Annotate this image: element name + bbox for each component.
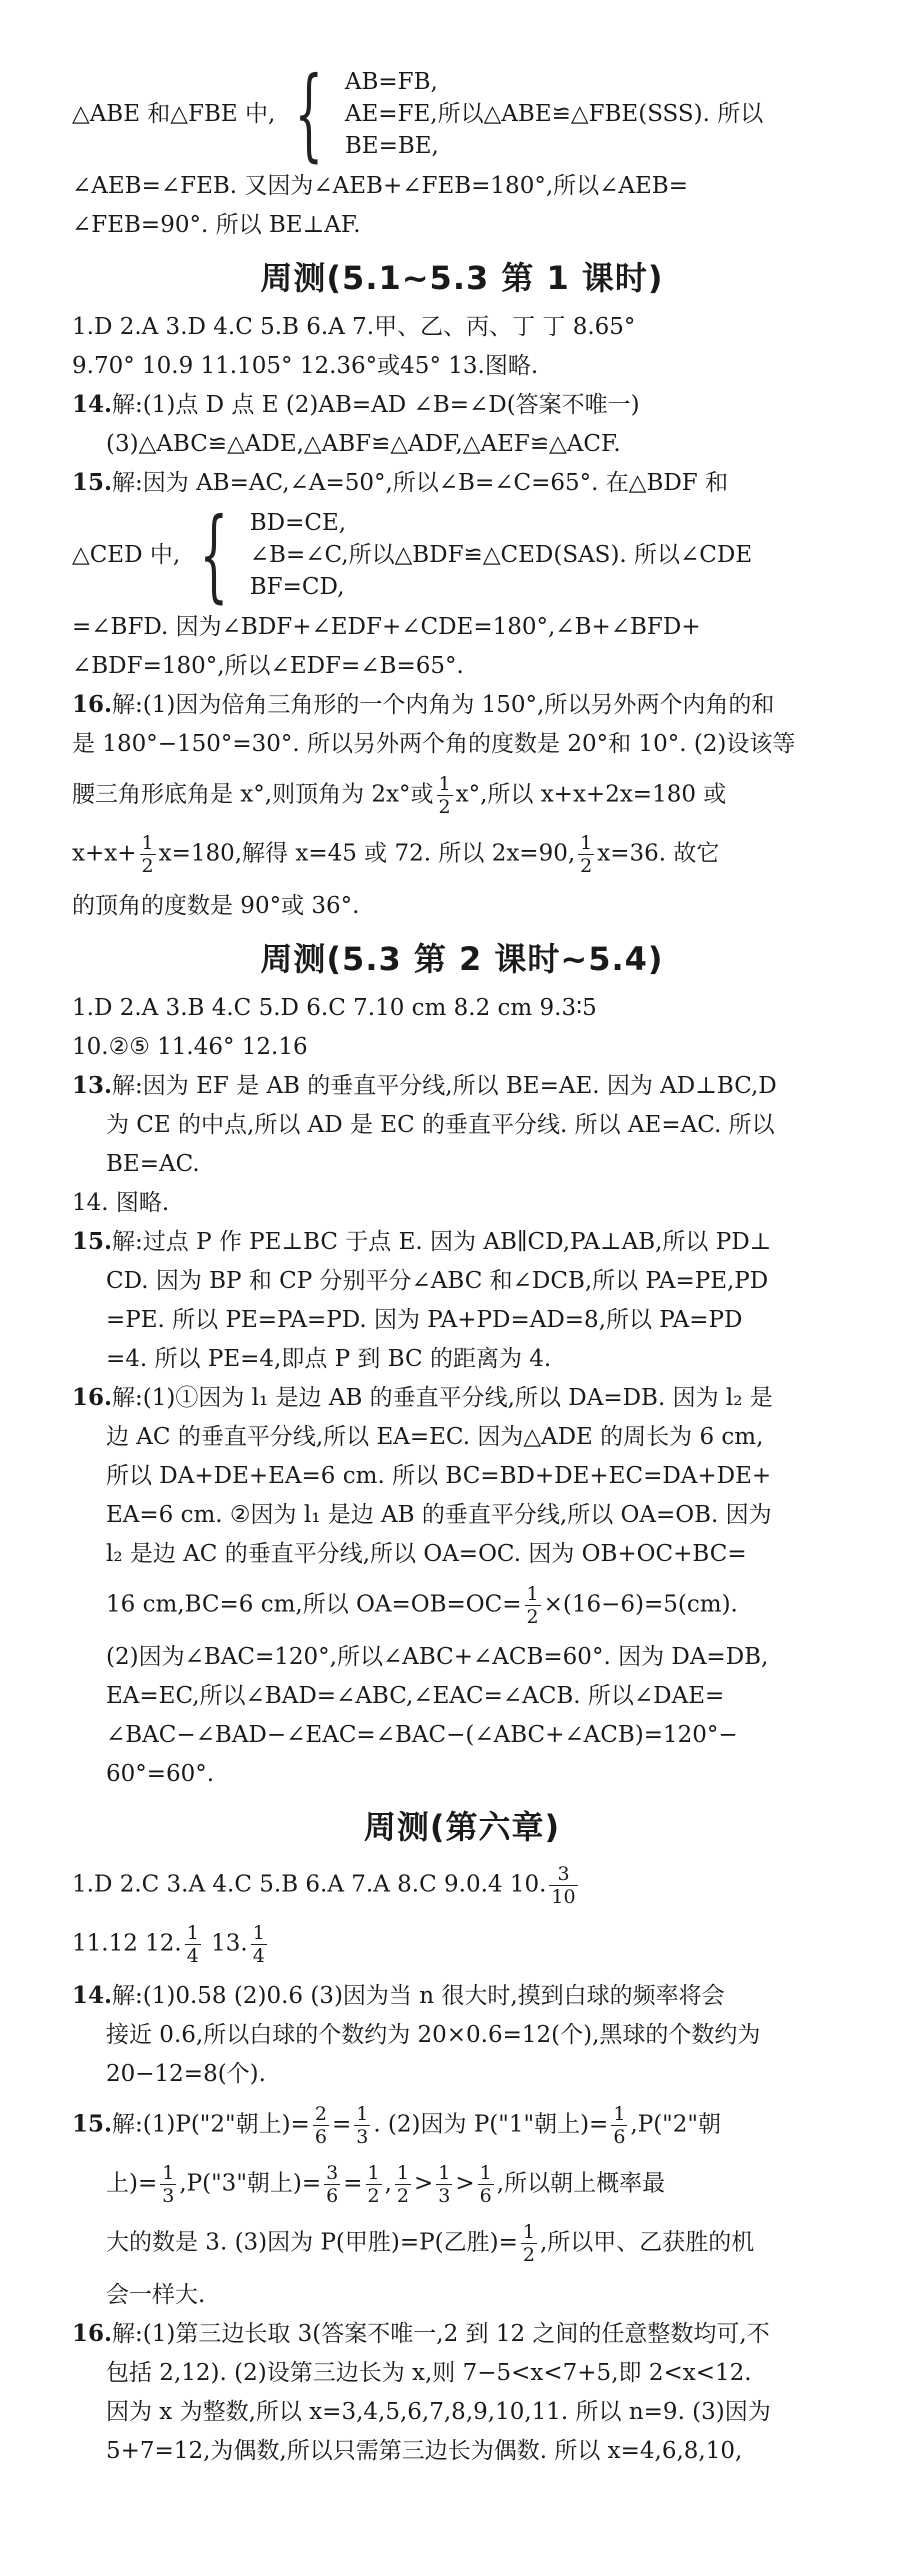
text-line: 大的数是 3. (3)因为 P(甲胜)=P(乙胜)= $\frac{1}{2}$ ,所以甲、乙获胜的机 (106, 2221, 755, 2266)
text-line: (2)因为∠BAC=120°,所以∠ABC+∠ACB=60°. 因为 DA=DB, (106, 1644, 769, 1670)
text-line: 边 AC 的垂直平分线,所以 EA=EC. 因为△ADE 的周长为 6 cm, (106, 1424, 764, 1450)
question-14: 14. 图略. (72, 1190, 170, 1216)
text-line: 为 CE 的中点,所以 AD 是 EC 的垂直平分线. 所以 AE=AC. 所以 (106, 1112, 775, 1138)
system-row: ∠B=∠C,所以△BDF≌△CED(SAS). 所以∠CDE (249, 542, 753, 568)
text-line: CD. 因为 BP 和 CP 分别平分∠ABC 和∠DCB,所以 PA=PE,PD (106, 1268, 769, 1294)
fraction: $\frac{1}{6}$ (479, 2162, 492, 2207)
text-line: 是 180°−150°=30°. 所以另外两个角的度数是 20°和 10°. (2)设该等 (72, 731, 796, 757)
section-title: 周测(第六章) (363, 1808, 561, 1846)
system-rows (250, 507, 752, 603)
fraction: $\frac{1}{2}$ (141, 832, 154, 877)
question-14: 14.解:(1)点 D 点 E (2)AB=AD ∠B=∠D(答案不唯一) (72, 391, 640, 418)
text-line: 20−12=8(个). (106, 2061, 266, 2087)
text-line: =4. 所以 PE=4,即点 P 到 BC 的距离为 4. (106, 1346, 552, 1372)
congruence-system-bdf-ced (72, 496, 852, 613)
fraction: $\frac{1}{4}$ (252, 1922, 265, 1967)
text-line: 5+7=12,为偶数,所以只需第三边长为偶数. 所以 x=4,6,8,10, (106, 2438, 743, 2464)
text-line: 腰三角形底角是 x°,则顶角为 2x°或 $\frac{1}{2}$ x°,所以 x+x+2x=180 或 (72, 773, 727, 818)
question-15: 15.解:(1)P("2"朝上)= $\frac{2}{6}$ = $\frac{1}{3}$ . (2)因为 P("1"朝上)= $\frac{1}{6}$ ,P("2"朝 (72, 2103, 721, 2148)
text-line: ∠FEB=90°. 所以 BE⊥AF. (72, 212, 361, 238)
fraction: $\frac{1}{2}$ (580, 832, 593, 877)
system-rows (345, 66, 763, 162)
text-line: ∠BAC−∠BAD−∠EAC=∠BAC−(∠ABC+∠ACB)=120°− (106, 1722, 738, 1748)
text-line: (3)△ABC≌△ADE,△ABF≌△ADF,△AEF≌△ACF. (106, 431, 621, 457)
text-line: 接近 0.6,所以白球的个数约为 20×0.6=12(个),黑球的个数约为 (106, 2022, 761, 2048)
fraction: $\frac{1}{2}$ (438, 773, 451, 818)
text-line: 因为 x 为整数,所以 x=3,4,5,6,7,8,9,10,11. 所以 n=9. (3)因为 (106, 2399, 771, 2425)
text-line: BE=AC. (106, 1151, 200, 1177)
fraction: $\frac{2}{6}$ (314, 2103, 327, 2148)
system-row: BD=CE, (249, 510, 347, 536)
text-line: EA=6 cm. ②因为 l₁ 是边 AB 的垂直平分线,所以 OA=OB. 因为 (106, 1502, 772, 1528)
fraction: $\frac{1}{6}$ (613, 2103, 626, 2148)
text-line: =PE. 所以 PE=PA=PD. 因为 PA+PD=AD=8,所以 PA=PD (106, 1307, 743, 1333)
system-row: AB=FB, (344, 69, 438, 95)
fraction: $\frac{1}{3}$ (438, 2162, 451, 2207)
system-row: BF=CD, (249, 574, 345, 600)
question-15: 15.解:因为 AB=AC,∠A=50°,所以∠B=∠C=65°. 在△BDF 和 (72, 469, 729, 496)
question-16: 16.解:(1)因为倍角三角形的一个内角为 150°,所以另外两个内角的和 (72, 691, 775, 718)
text-line: 会一样大. (106, 2282, 206, 2308)
fraction: $\frac{1}{3}$ (356, 2103, 369, 2148)
answer-line: 1.D 2.C 3.A 4.C 5.B 6.A 7.A 8.C 9.0.4 10. $\frac{3}{10}$ (72, 1863, 576, 1908)
question-15: 15.解:过点 P 作 PE⊥BC 于点 E. 因为 AB∥CD,PA⊥AB,所以 PD⊥ (72, 1228, 772, 1255)
system-row: BE=BE, (344, 133, 439, 159)
fraction: $\frac{3}{10}$ (551, 1863, 576, 1908)
congruence-system-abe-fbe (72, 55, 852, 172)
answer-line: 1.D 2.A 3.B 4.C 5.D 6.C 7.10 cm 8.2 cm 9.3∶5 (72, 995, 597, 1021)
answer-line: 9.70° 10.9 11.105° 12.36°或45° 13.图略. (72, 353, 539, 379)
system-row: AE=FE,所以△ABE≌△FBE(SSS). 所以 (344, 101, 764, 127)
left-brace: { (294, 55, 324, 172)
text-line: ∠BDF=180°,所以∠EDF=∠B=65°. (72, 653, 464, 679)
section-title: 周测(5.1~5.3 第 1 课时) (260, 259, 664, 297)
fraction: $\frac{1}{2}$ (367, 2162, 380, 2207)
section-title: 周测(5.3 第 2 课时~5.4) (260, 940, 664, 978)
answer-line: 1.D 2.A 3.D 4.C 5.B 6.A 7.甲、乙、丙、丁 丁 8.65° (72, 314, 636, 340)
text-line: =∠BFD. 因为∠BDF+∠EDF+∠CDE=180°,∠B+∠BFD+ (72, 614, 701, 640)
text-line: 60°=60°. (106, 1761, 215, 1787)
text-line: 包括 2,12). (2)设第三边长为 x,则 7−5<x<7+5,即 2<x<12. (106, 2360, 752, 2386)
question-16: 16.解:(1)第三边长取 3(答案不唯一,2 到 12 之间的任意整数均可,不 (72, 2320, 770, 2347)
fraction: $\frac{3}{6}$ (326, 2162, 339, 2207)
text-line: 上)= $\frac{1}{3}$ ,P("3"朝上)= $\frac{3}{6}$ = $\frac{1}{2}$ , $\frac{1}{2}$ > $\frac{1}{3}$ > $\frac{1}{6}$ ,所以朝上概率最 (106, 2162, 666, 2207)
text-line: 的顶角的度数是 90°或 36°. (72, 893, 360, 919)
left-brace: { (199, 496, 229, 613)
fraction: $\frac{1}{4}$ (186, 1922, 199, 1967)
text-line: EA=EC,所以∠BAD=∠ABC,∠EAC=∠ACB. 所以∠DAE= (106, 1683, 725, 1709)
question-16: 16.解:(1)①因为 l₁ 是边 AB 的垂直平分线,所以 DA=DB. 因为 l₂ 是 (72, 1384, 773, 1411)
answer-line: 11.12 12. $\frac{1}{4}$ 13. $\frac{1}{4}$ (72, 1922, 265, 1967)
text-line: ∠AEB=∠FEB. 又因为∠AEB+∠FEB=180°,所以∠AEB= (72, 173, 688, 199)
question-13: 13.解:因为 EF 是 AB 的垂直平分线,所以 BE=AE. 因为 AD⊥BC,D (72, 1072, 777, 1099)
text-line: l₂ 是边 AC 的垂直平分线,所以 OA=OC. 因为 OB+OC+BC= (106, 1541, 747, 1567)
question-14: 14.解:(1)0.58 (2)0.6 (3)因为当 n 很大时,摸到白球的频率将会 (72, 1982, 725, 2009)
text-line: x+x+ $\frac{1}{2}$ x=180,解得 x=45 或 72. 所以 2x=90, $\frac{1}{2}$ x=36. 故它 (72, 832, 720, 877)
text-line: 所以 DA+DE+EA=6 cm. 所以 BC=BD+DE+EC=DA+DE+ (106, 1463, 772, 1489)
fraction: $\frac{1}{2}$ (522, 2221, 535, 2266)
system-prefix: △CED 中, (72, 542, 181, 568)
answer-line: 10.②⑤ 11.46° 12.16 (72, 1034, 308, 1060)
fraction: $\frac{1}{2}$ (396, 2162, 410, 2207)
fraction: $\frac{1}{3}$ (162, 2162, 175, 2207)
text-line: 16 cm,BC=6 cm,所以 OA=OB=OC= $\frac{1}{2}$ ×(16−6)=5(cm). (106, 1583, 738, 1628)
fraction: $\frac{1}{2}$ (526, 1583, 539, 1628)
system-prefix: △ABE 和△FBE 中, (72, 101, 276, 127)
